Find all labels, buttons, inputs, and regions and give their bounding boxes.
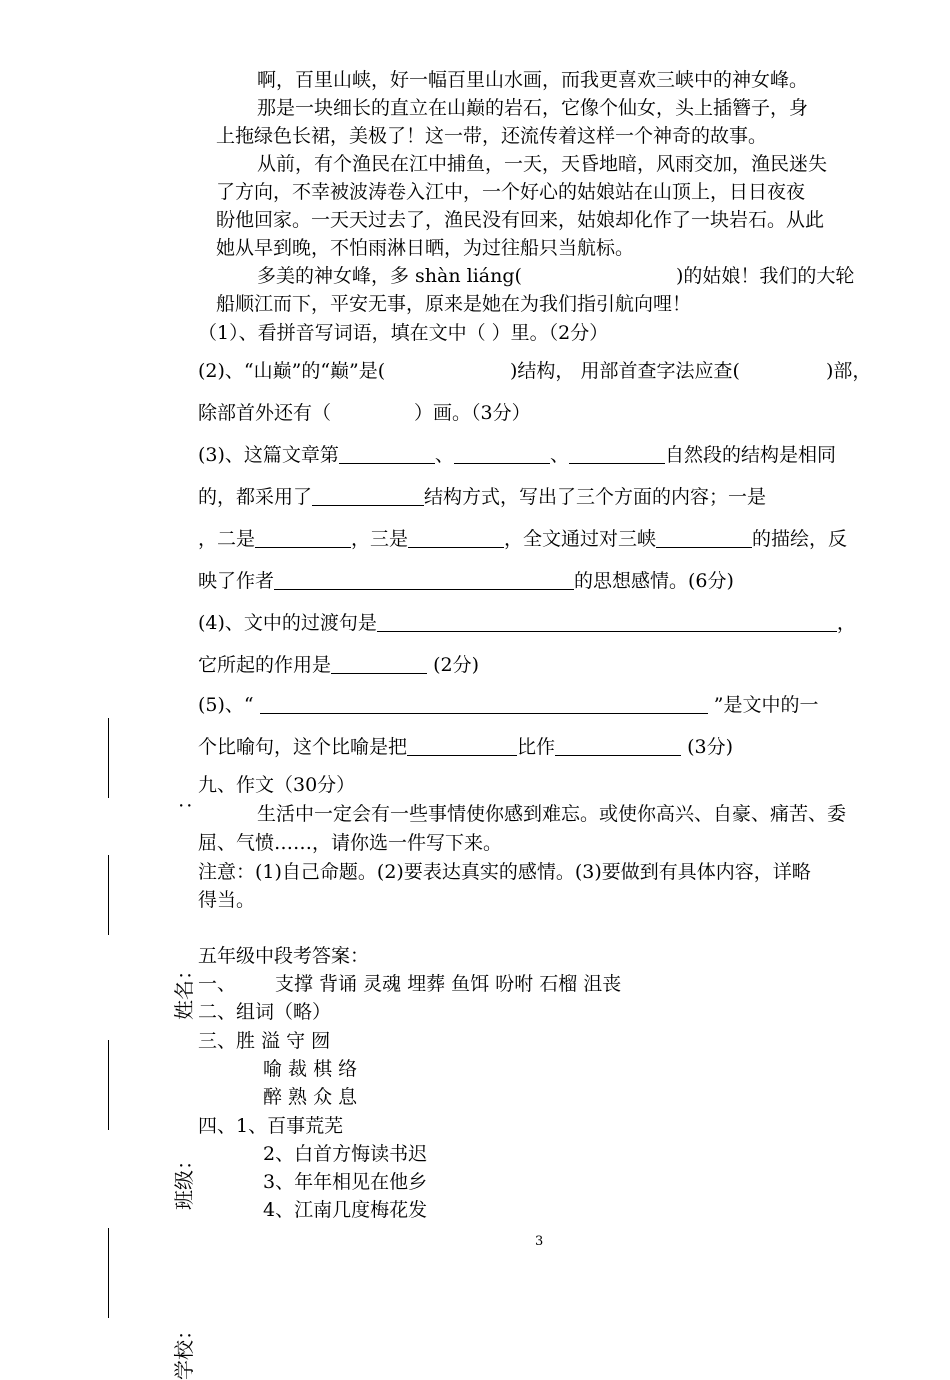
passage-line-6: 盼他回家。一天天过去了，渔民没有回来，姑娘却化作了一块岩石。从此 (216, 209, 825, 231)
answer-3-row-2: 喻 裁 棋 络 (263, 1058, 358, 1080)
answer-4-item-4: 4、江南几度梅花发 (263, 1199, 428, 1221)
question-4-line-1: (4)、文中的过渡句是 ， (198, 612, 856, 634)
blank[interactable] (377, 611, 837, 632)
essay-note-2: 得当。 (198, 889, 256, 911)
question-1: （1）、看拼音写词语，填在文中（ ）里。（2分） (198, 322, 609, 344)
question-3-line-3: ，二是 ，三是 ，全文通过对三峡 的描绘，反 (198, 528, 848, 550)
margin-line (108, 718, 109, 798)
essay-title: 九、作文（30分） (198, 774, 356, 796)
question-3-line-2: 的，都采用了 结构方式，写出了三个方面的内容；一是 (198, 486, 767, 508)
question-2-part-a: (2)、“山巅”的“巅”是( (198, 360, 386, 382)
question-3-line-1: (3)、这篇文章第 、 、 自然段的结构是相同 (198, 444, 836, 466)
margin-line (108, 1228, 109, 1318)
question-2-part-b: )结构， 用部首查字法应查( (510, 360, 740, 382)
blank[interactable] (569, 443, 665, 464)
margin-line (108, 1040, 109, 1130)
school-label: 学校： (172, 1320, 196, 1380)
answer-3-row-3: 醉 熟 众 息 (263, 1086, 358, 1108)
answer-1-words: 支撑 背诵 灵魂 埋葬 鱼饵 吩咐 石榴 沮丧 (275, 973, 622, 995)
blank[interactable] (274, 569, 574, 590)
margin-line (108, 855, 109, 935)
blank[interactable] (312, 485, 424, 506)
passage-line-7: 她从早到晚，不怕雨淋日晒，为过往船只当航标。 (216, 237, 635, 259)
question-2-part-d: 除部首外还有（ (198, 402, 332, 424)
blank[interactable] (260, 693, 708, 714)
passage-line-3: 上拖绿色长裙，美极了！这一带，还流传着这样一个神奇的故事。 (216, 125, 768, 147)
passage-line-5: 了方向，不幸被波涛卷入江中，一个好心的姑娘站在山顶上，日日夜夜 (216, 181, 806, 203)
blank[interactable] (656, 527, 752, 548)
answer-4-item-3: 3、年年相见在他乡 (263, 1171, 428, 1193)
passage-line-8a: 多美的神女峰，多 shàn liáng( (257, 265, 522, 287)
blank[interactable] (454, 443, 550, 464)
class-label: 班级： (172, 1150, 196, 1210)
question-2-part-c: )部， (826, 360, 872, 382)
essay-note-1: 注意：(1)自己命题。(2)要表达真实的感情。(3)要做到有具体内容，详略 (198, 861, 811, 883)
passage-line-8b: )的姑娘！我们的大轮 (676, 265, 855, 287)
answer-1-label: 一、 (198, 973, 237, 995)
passage-line-9: 船顺江而下，平安无事，原来是她在为我们指引航向哩！ (216, 293, 692, 315)
blank[interactable] (339, 443, 435, 464)
answer-4-item-1: 四、1、百事荒芜 (198, 1115, 344, 1137)
page-number: 3 (535, 1234, 544, 1249)
question-2-part-e: ）画。（3分） (414, 402, 531, 424)
margin-colon: ： (172, 790, 196, 810)
question-5-line-1: (5)、“ ”是文中的一 (198, 694, 819, 716)
blank[interactable] (331, 653, 427, 674)
essay-line-2: 屈、气愤……，请你选一件写下来。 (198, 832, 503, 854)
answers-title: 五年级中段考答案： (198, 945, 370, 967)
question-4-line-2: 它所起的作用是 (2分) (198, 654, 479, 676)
essay-line-1: 生活中一定会有一些事情使你感到难忘。或使你高兴、自豪、痛苦、委 (257, 803, 847, 825)
question-5-line-2: 个比喻句，这个比喻是把 比作 (3分) (198, 736, 733, 758)
answer-3-row-1: 三、胜 溢 守 囫 (198, 1030, 331, 1052)
answer-4-item-2: 2、白首方悔读书迟 (263, 1143, 428, 1165)
question-3-line-4: 映了作者 的思想感情。(6分) (198, 570, 734, 592)
binding-margin (78, 700, 196, 1380)
name-label: 姓名： (172, 960, 196, 1020)
blank[interactable] (255, 527, 351, 548)
blank[interactable] (408, 527, 504, 548)
passage-line-4: 从前，有个渔民在江中捕鱼，一天，天昏地暗，风雨交加，渔民迷失 (257, 153, 828, 175)
blank[interactable] (407, 735, 517, 756)
answer-2: 二、组词（略） (198, 1001, 332, 1023)
passage-line-2: 那是一块细长的直立在山巅的岩石，它像个仙女，头上插簪子，身 (257, 97, 809, 119)
blank[interactable] (555, 735, 681, 756)
passage-line-1: 啊，百里山峡，好一幅百里山水画，而我更喜欢三峡中的神女峰。 (257, 69, 809, 91)
